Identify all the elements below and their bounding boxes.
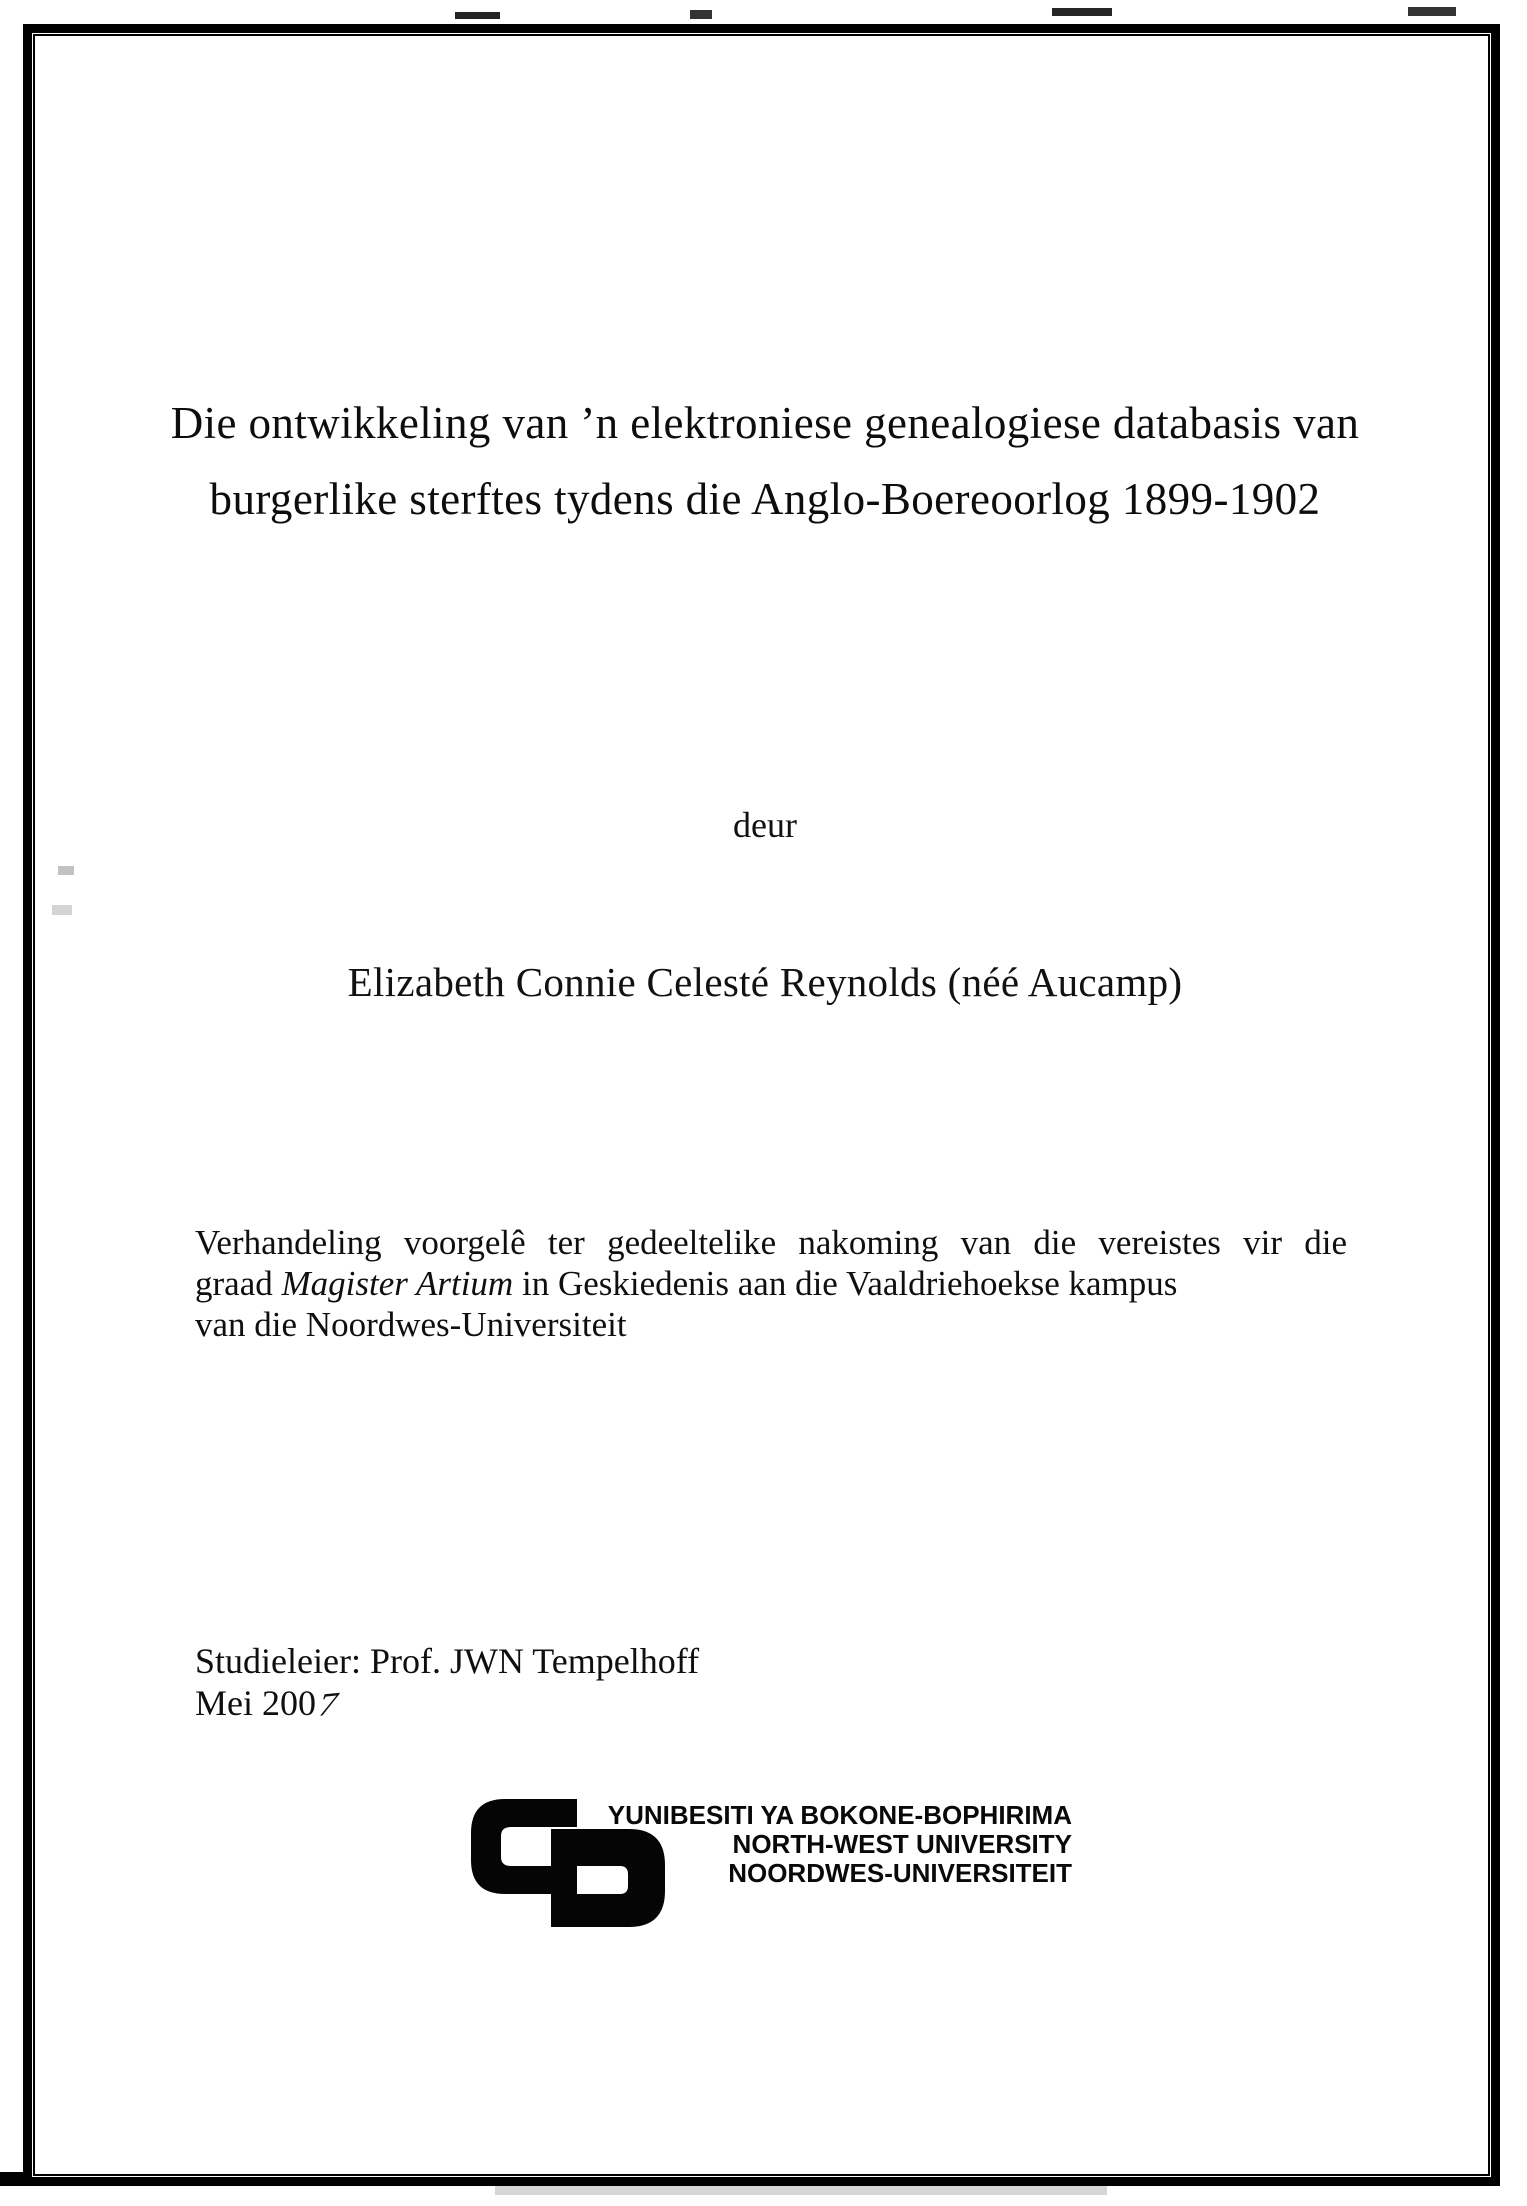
thesis-statement xyxy=(195,1222,1347,1345)
statement-line2-post: in Geskiedenis aan die Vaaldriehoekse kampus xyxy=(513,1264,1178,1303)
scan-speck xyxy=(690,10,712,19)
scan-speck xyxy=(58,866,74,875)
date-line xyxy=(195,1682,699,1724)
author-name: Elizabeth Connie Celesté Reynolds (néé Aucamp) xyxy=(347,959,1183,1005)
logo-text-setswana: YUNIBESITI YA BOKONE-BOPHIRIMA xyxy=(607,1800,1072,1830)
supervisor-block xyxy=(195,1640,699,1724)
university-logo-text xyxy=(585,1801,1072,1888)
scan-border-bleed xyxy=(0,2172,30,2186)
byline-label: deur xyxy=(733,805,797,845)
scan-speck xyxy=(495,2186,1107,2195)
scan-speck xyxy=(455,12,500,19)
date-last-digit: 7 xyxy=(313,1685,344,1724)
thesis-title-line1: Die ontwikkeling van ’n elektroniese genealogiese databasis van xyxy=(170,398,1360,448)
logo-text-afrikaans: NOORDWES-UNIVERSITEIT xyxy=(728,1858,1072,1888)
statement-line1: Verhandeling voorgelê ter gedeeltelike nakoming van die vereistes vir die xyxy=(195,1223,1347,1262)
statement-line2-pre: graad xyxy=(195,1264,282,1303)
statement-line2 xyxy=(195,1263,1347,1304)
supervisor-line: Studieleier: Prof. JWN Tempelhoff xyxy=(195,1641,700,1681)
logo-text-english: NORTH-WEST UNIVERSITY xyxy=(732,1829,1072,1859)
scan-speck xyxy=(1408,7,1456,16)
statement-line3: van die Noordwes-Universiteit xyxy=(195,1305,627,1344)
date-text: Mei 200 xyxy=(195,1683,316,1723)
thesis-title-line2: burgerlike sterftes tydens die Anglo-Boereoorlog 1899-1902 xyxy=(209,474,1321,524)
thesis-title xyxy=(85,385,1445,537)
scan-speck xyxy=(1052,8,1112,16)
scan-speck xyxy=(52,905,72,915)
degree-name: Magister Artium xyxy=(281,1264,514,1303)
